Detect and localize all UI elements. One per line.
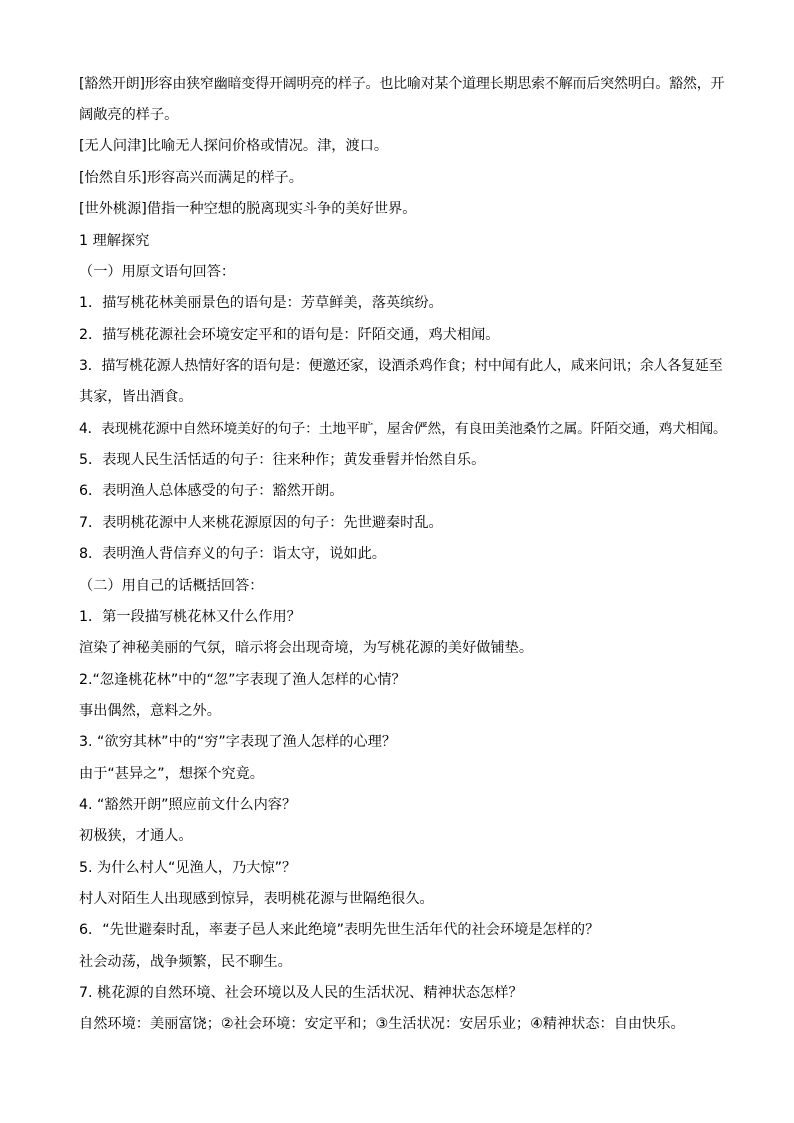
subsection-heading-2: （二）用自己的话概括回答：	[79, 578, 264, 594]
answer-4: 初极狭，才通人。	[79, 828, 193, 844]
question-7: 7. 桃花源的自然环境、社会环境以及人民的生活状况、精神状态怎样？	[79, 985, 523, 1001]
question-3: 3. “欲穷其林”中的“穷”字表现了渔人怎样的心理？	[79, 734, 397, 750]
answer-3: 由于“甚异之”，想探个究竟。	[79, 766, 264, 782]
question-6: 6．“先世避秦时乱，率妻子邑人来此绝境”表明先世生活年代的社会环境是怎样的？	[79, 922, 600, 938]
question-4: 4. “豁然开朗”照应前文什么内容？	[79, 797, 297, 813]
answer-line-8: 8．表明渔人背信弃义的句子：诣太守，说如此。	[79, 546, 386, 562]
answer-2: 事出偶然，意料之外。	[79, 703, 221, 719]
answer-line-6: 6．表明渔人总体感受的句子：豁然开朗。	[79, 483, 344, 499]
section-heading: 1 理解探究	[79, 233, 150, 249]
answer-line-2: 2．描写桃花源社会环境安定平和的语句是：阡陌交通，鸡犬相闻。	[79, 327, 500, 343]
text-line-3: [无人问津]比喻无人探问价格或情况。津，渡口。	[79, 138, 389, 154]
answer-line-5: 5．表现人民生活恬适的句子：往来种作；黄发垂髫并怡然自乐。	[79, 452, 486, 468]
question-5: 5. 为什么村人“见渔人，乃大惊”？	[79, 860, 297, 876]
text-line-4: [怡然自乐]形容高兴而满足的样子。	[79, 170, 303, 186]
subsection-heading-1: （一）用原文语句回答：	[79, 264, 236, 280]
text-line-1: [豁然开朗]形容由狭窄幽暗变得开阔明亮的样子。也比喻对某个道理长期思索不解而后突然明白。豁然，开	[79, 76, 725, 92]
text-line-2: 阔敞亮的样子。	[79, 107, 179, 123]
answer-line-7: 7．表明桃花源中人来桃花源原因的句子：先世避秦时乱。	[79, 515, 443, 531]
answer-7: 自然环境：美丽富饶；②社会环境：安定平和；③生活状况：安居乐业；④精神状态：自由快乐。	[79, 1016, 685, 1032]
answer-5: 村人对陌生人出现感到惊异，表明桃花源与世隔绝很久。	[79, 891, 434, 907]
text-line-5: [世外桃源]借指一种空想的脱离现实斗争的美好世界。	[79, 201, 417, 217]
answer-1: 渲染了神秘美丽的气氛，暗示将会出现奇境，为写桃花源的美好做铺垫。	[79, 640, 534, 656]
answer-line-3-cont: 其家，皆出酒食。	[79, 389, 193, 405]
answer-6: 社会动荡，战争频繁，民不聊生。	[79, 954, 292, 970]
answer-line-4: 4．表现桃花源中自然环境美好的句子：土地平旷，屋舍俨然，有良田美池桑竹之属。阡陌交通，鸡犬相闻。	[79, 421, 727, 437]
answer-line-1: 1．描写桃花林美丽景色的语句是：芳草鲜美，落英缤纷。	[79, 295, 443, 311]
answer-line-3: 3．描写桃花源人热情好客的语句是：便邀还家，设酒杀鸡作食；村中闻有此人，咸来问讯；余人各复延至	[79, 358, 723, 374]
question-2: 2.“忽逢桃花林”中的“忽”字表现了渔人怎样的心情？	[79, 672, 406, 688]
question-1: 1．第一段描写桃花林又什么作用？	[79, 609, 301, 625]
